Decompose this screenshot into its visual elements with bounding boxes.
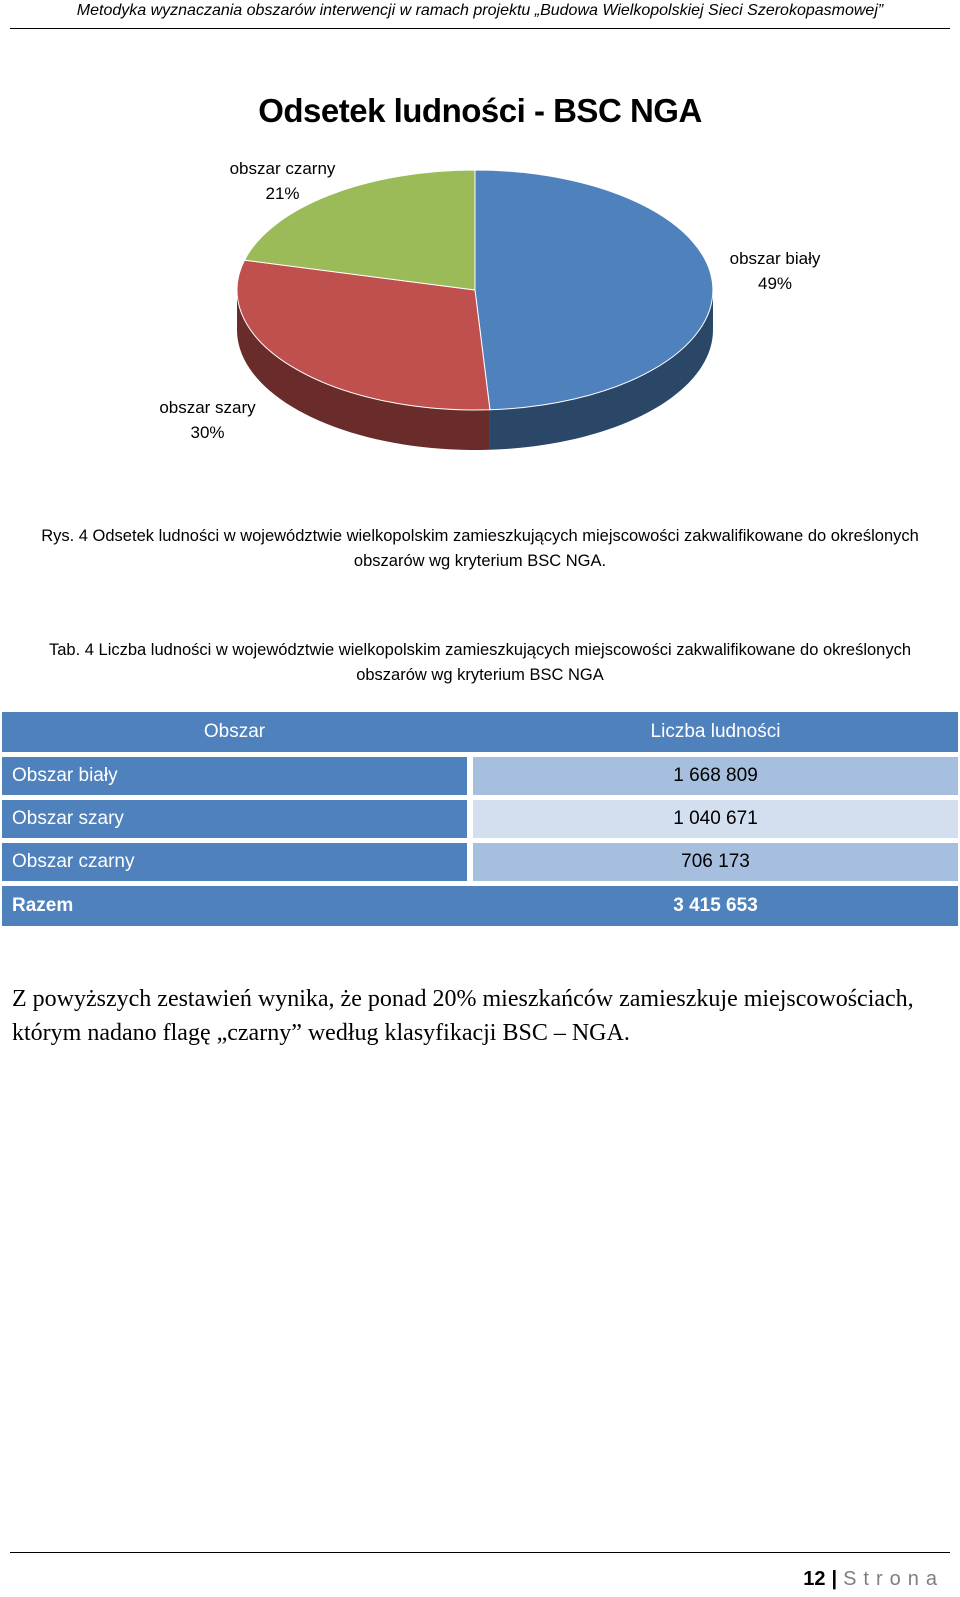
label-czarny-name: obszar czarny xyxy=(229,159,336,178)
body-paragraph: Z powyższych zestawień wynika, że ponad 20% mieszkańców zamieszkuje miejscowościach, którym nadano flagę „czarny” według klasyfikacji BSC – NGA. xyxy=(12,986,914,1046)
label-szary-name: obszar szary xyxy=(159,398,256,417)
header-liczba: Liczba ludności xyxy=(473,712,958,752)
table-row xyxy=(2,757,958,795)
row-value: 1 668 809 xyxy=(473,757,958,795)
total-name: Razem xyxy=(2,886,467,926)
label-czarny-pct: 21% xyxy=(265,184,300,203)
label-obszar-bialy xyxy=(710,246,840,296)
page-header xyxy=(10,0,950,29)
table-row xyxy=(2,843,958,881)
table-header-row xyxy=(2,712,958,752)
pie-chart xyxy=(0,80,960,480)
label-bialy-name: obszar biały xyxy=(729,249,821,268)
label-szary-pct: 30% xyxy=(190,423,225,442)
footer-divider xyxy=(10,1552,950,1553)
population-table xyxy=(2,712,958,926)
header-text: Metodyka wyznaczania obszarów interwencji w ramach projektu „Budowa Wielkopolskiej Sieci Szerokopasmowej” xyxy=(76,2,884,19)
footer-separator: | xyxy=(831,1568,838,1590)
footer-label: Strona xyxy=(843,1568,944,1590)
figure-caption: Rys. 4 Odsetek ludności w województwie wielkopolskim zamieszkujących miejscowości zakwalifikowane do określonych obszarów wg kryterium BSC NGA. xyxy=(41,527,919,570)
header-obszar: Obszar xyxy=(2,712,467,752)
row-value: 1 040 671 xyxy=(473,800,958,838)
total-value: 3 415 653 xyxy=(473,886,958,926)
table-total-row xyxy=(2,886,958,926)
row-name: Obszar biały xyxy=(2,757,467,795)
chart-title: Odsetek ludności - BSC NGA xyxy=(258,92,702,129)
label-obszar-szary xyxy=(140,395,275,445)
page-number: 12 xyxy=(803,1568,826,1590)
label-obszar-czarny xyxy=(200,156,365,206)
row-value: 706 173 xyxy=(473,843,958,881)
row-name: Obszar szary xyxy=(2,800,467,838)
page-footer xyxy=(803,1568,944,1591)
table-row xyxy=(2,800,958,838)
table-caption: Tab. 4 Liczba ludności w województwie wielkopolskim zamieszkujących miejscowości zakwalifikowane do określonych obszarów wg kryterium BSC NGA xyxy=(48,641,912,684)
row-name: Obszar czarny xyxy=(2,843,467,881)
label-bialy-pct: 49% xyxy=(757,274,793,293)
